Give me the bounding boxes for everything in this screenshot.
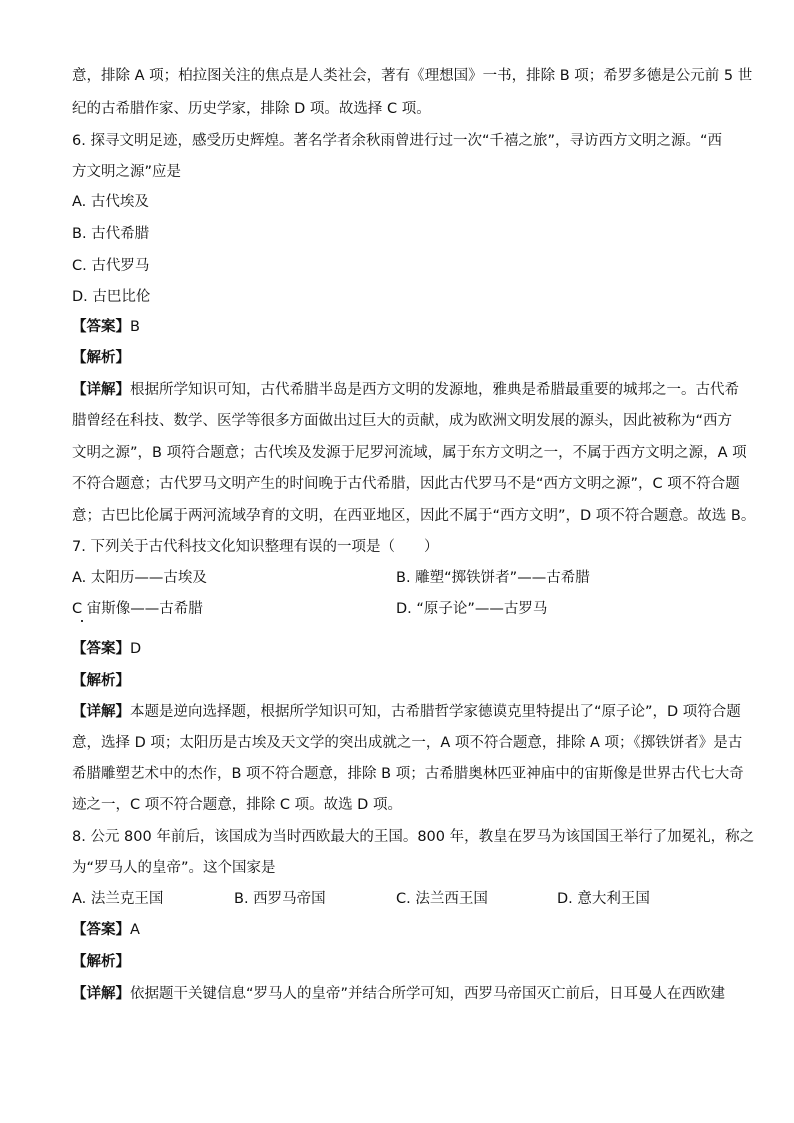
q8-option-a: A. 法兰克王国 — [72, 891, 164, 907]
q7-option-b: B. 雕塑“掷铁饼者”——古希腊 — [396, 570, 590, 586]
detail-text: 根据所学知识可知，古代希腊半岛是西方文明的发源地，雅典是希腊最重要的城邦之一。古代希 — [130, 382, 739, 398]
q7-option-d: D. “原子论”——古罗马 — [396, 601, 548, 617]
detail-label: 【详解】 — [72, 382, 130, 398]
answer-value: B — [130, 319, 140, 335]
q6-option-c: C. 古代罗马 — [72, 258, 150, 274]
q7-detail-line-3: 希腊雕塑艺术中的杰作，B 项不符合题意，排除 B 项；古希腊奥林匹亚神庙中的宙斯像是世界古代七大奇 — [72, 766, 744, 782]
q7-option-c: C 宙斯像——古希腊 — [72, 601, 203, 617]
q7-option-a: A. 太阳历——古埃及 — [72, 570, 207, 586]
q6-option-b: B. 古代希腊 — [72, 226, 150, 242]
q8-stem-line-2: 为“罗马人的皇帝”。这个国家是 — [72, 860, 276, 876]
analysis-label: 【解析】 — [72, 673, 130, 689]
q6-analysis-label — [72, 348, 130, 368]
q7-stem: 7. 下列关于古代科技文化知识整理有误的一项是（ ） — [72, 539, 439, 555]
answer-label: 【答案】 — [72, 922, 130, 938]
q7-analysis-label — [72, 671, 130, 691]
q8-option-b: B. 西罗马帝国 — [234, 891, 326, 907]
q8-stem-line-1: 8. 公元 800 年前后，该国成为当时西欧最大的王国。800 年，教皇在罗马为该国国王举行了加冕礼，称之 — [72, 829, 755, 845]
q8-option-d: D. 意大利王国 — [557, 891, 650, 907]
q6-option-d: D. 古巴比伦 — [72, 289, 151, 305]
q7-detail-line-4: 迹之一，C 项不符合题意，排除 C 项。故选 D 项。 — [72, 797, 402, 813]
continuation-line-1: 意，排除 A 项；柏拉图关注的焦点是人类社会，著有《理想国》一书，排除 B 项；希罗多德是公元前 5 世 — [72, 68, 753, 84]
q6-detail-line-4: 不符合题意；古代罗马文明产生的时间晚于古代希腊，因此古代罗马不是“西方文明之源”，C 项不符合题 — [72, 476, 740, 492]
answer-value: A — [130, 922, 140, 938]
stray-dot — [81, 620, 83, 622]
q8-detail-line-1 — [72, 984, 725, 1004]
q6-detail-line-3: 文明之源”，B 项符合题意；古代埃及发源于尼罗河流域，属于东方文明之一，不属于西方文明之源，A 项 — [72, 445, 747, 461]
q8-option-c: C. 法兰西王国 — [396, 891, 488, 907]
q7-answer — [72, 639, 141, 659]
detail-label: 【详解】 — [72, 704, 130, 720]
detail-text: 依据题干关键信息“罗马人的皇帝”并结合所学可知，西罗马帝国灭亡前后，日耳曼人在西欧建 — [130, 986, 726, 1002]
q8-analysis-label — [72, 952, 130, 972]
detail-label: 【详解】 — [72, 986, 130, 1002]
q6-option-a: A. 古代埃及 — [72, 194, 149, 210]
q6-answer — [72, 317, 140, 337]
q7-detail-line-1 — [72, 702, 741, 722]
analysis-label: 【解析】 — [72, 350, 130, 366]
q7-detail-line-2: 意，选择 D 项；太阳历是古埃及天文学的突出成就之一，A 项不符合题意，排除 A 项；《掷铁饼者》是古 — [72, 735, 743, 751]
q6-detail-line-2: 腊曾经在科技、数学、医学等很多方面做出过巨大的贡献，成为欧洲文明发展的源头，因此被称为“西方 — [72, 413, 733, 429]
answer-value: D — [130, 641, 142, 657]
q6-stem-line-1: 6. 探寻文明足迹，感受历史辉煌。著名学者余秋雨曾进行过一次“千禧之旅”，寻访西方文明之源。“西 — [72, 133, 722, 149]
answer-label: 【答案】 — [72, 319, 130, 335]
q6-detail-line-1 — [72, 380, 739, 400]
detail-text: 本题是逆向选择题，根据所学知识可知，古希腊哲学家德谟克里特提出了“原子论”，D 项符合题 — [130, 704, 741, 720]
q8-answer — [72, 920, 140, 940]
continuation-line-2: 纪的古希腊作家、历史学家，排除 D 项。故选择 C 项。 — [72, 101, 431, 117]
analysis-label: 【解析】 — [72, 954, 130, 970]
q6-detail-line-5: 意；古巴比伦属于两河流域孕育的文明，在西亚地区，因此不属于“西方文明”，D 项不符合题意。故选 B。 — [72, 508, 756, 524]
q6-stem-line-2: 方文明之源”应是 — [72, 164, 182, 180]
answer-label: 【答案】 — [72, 641, 130, 657]
